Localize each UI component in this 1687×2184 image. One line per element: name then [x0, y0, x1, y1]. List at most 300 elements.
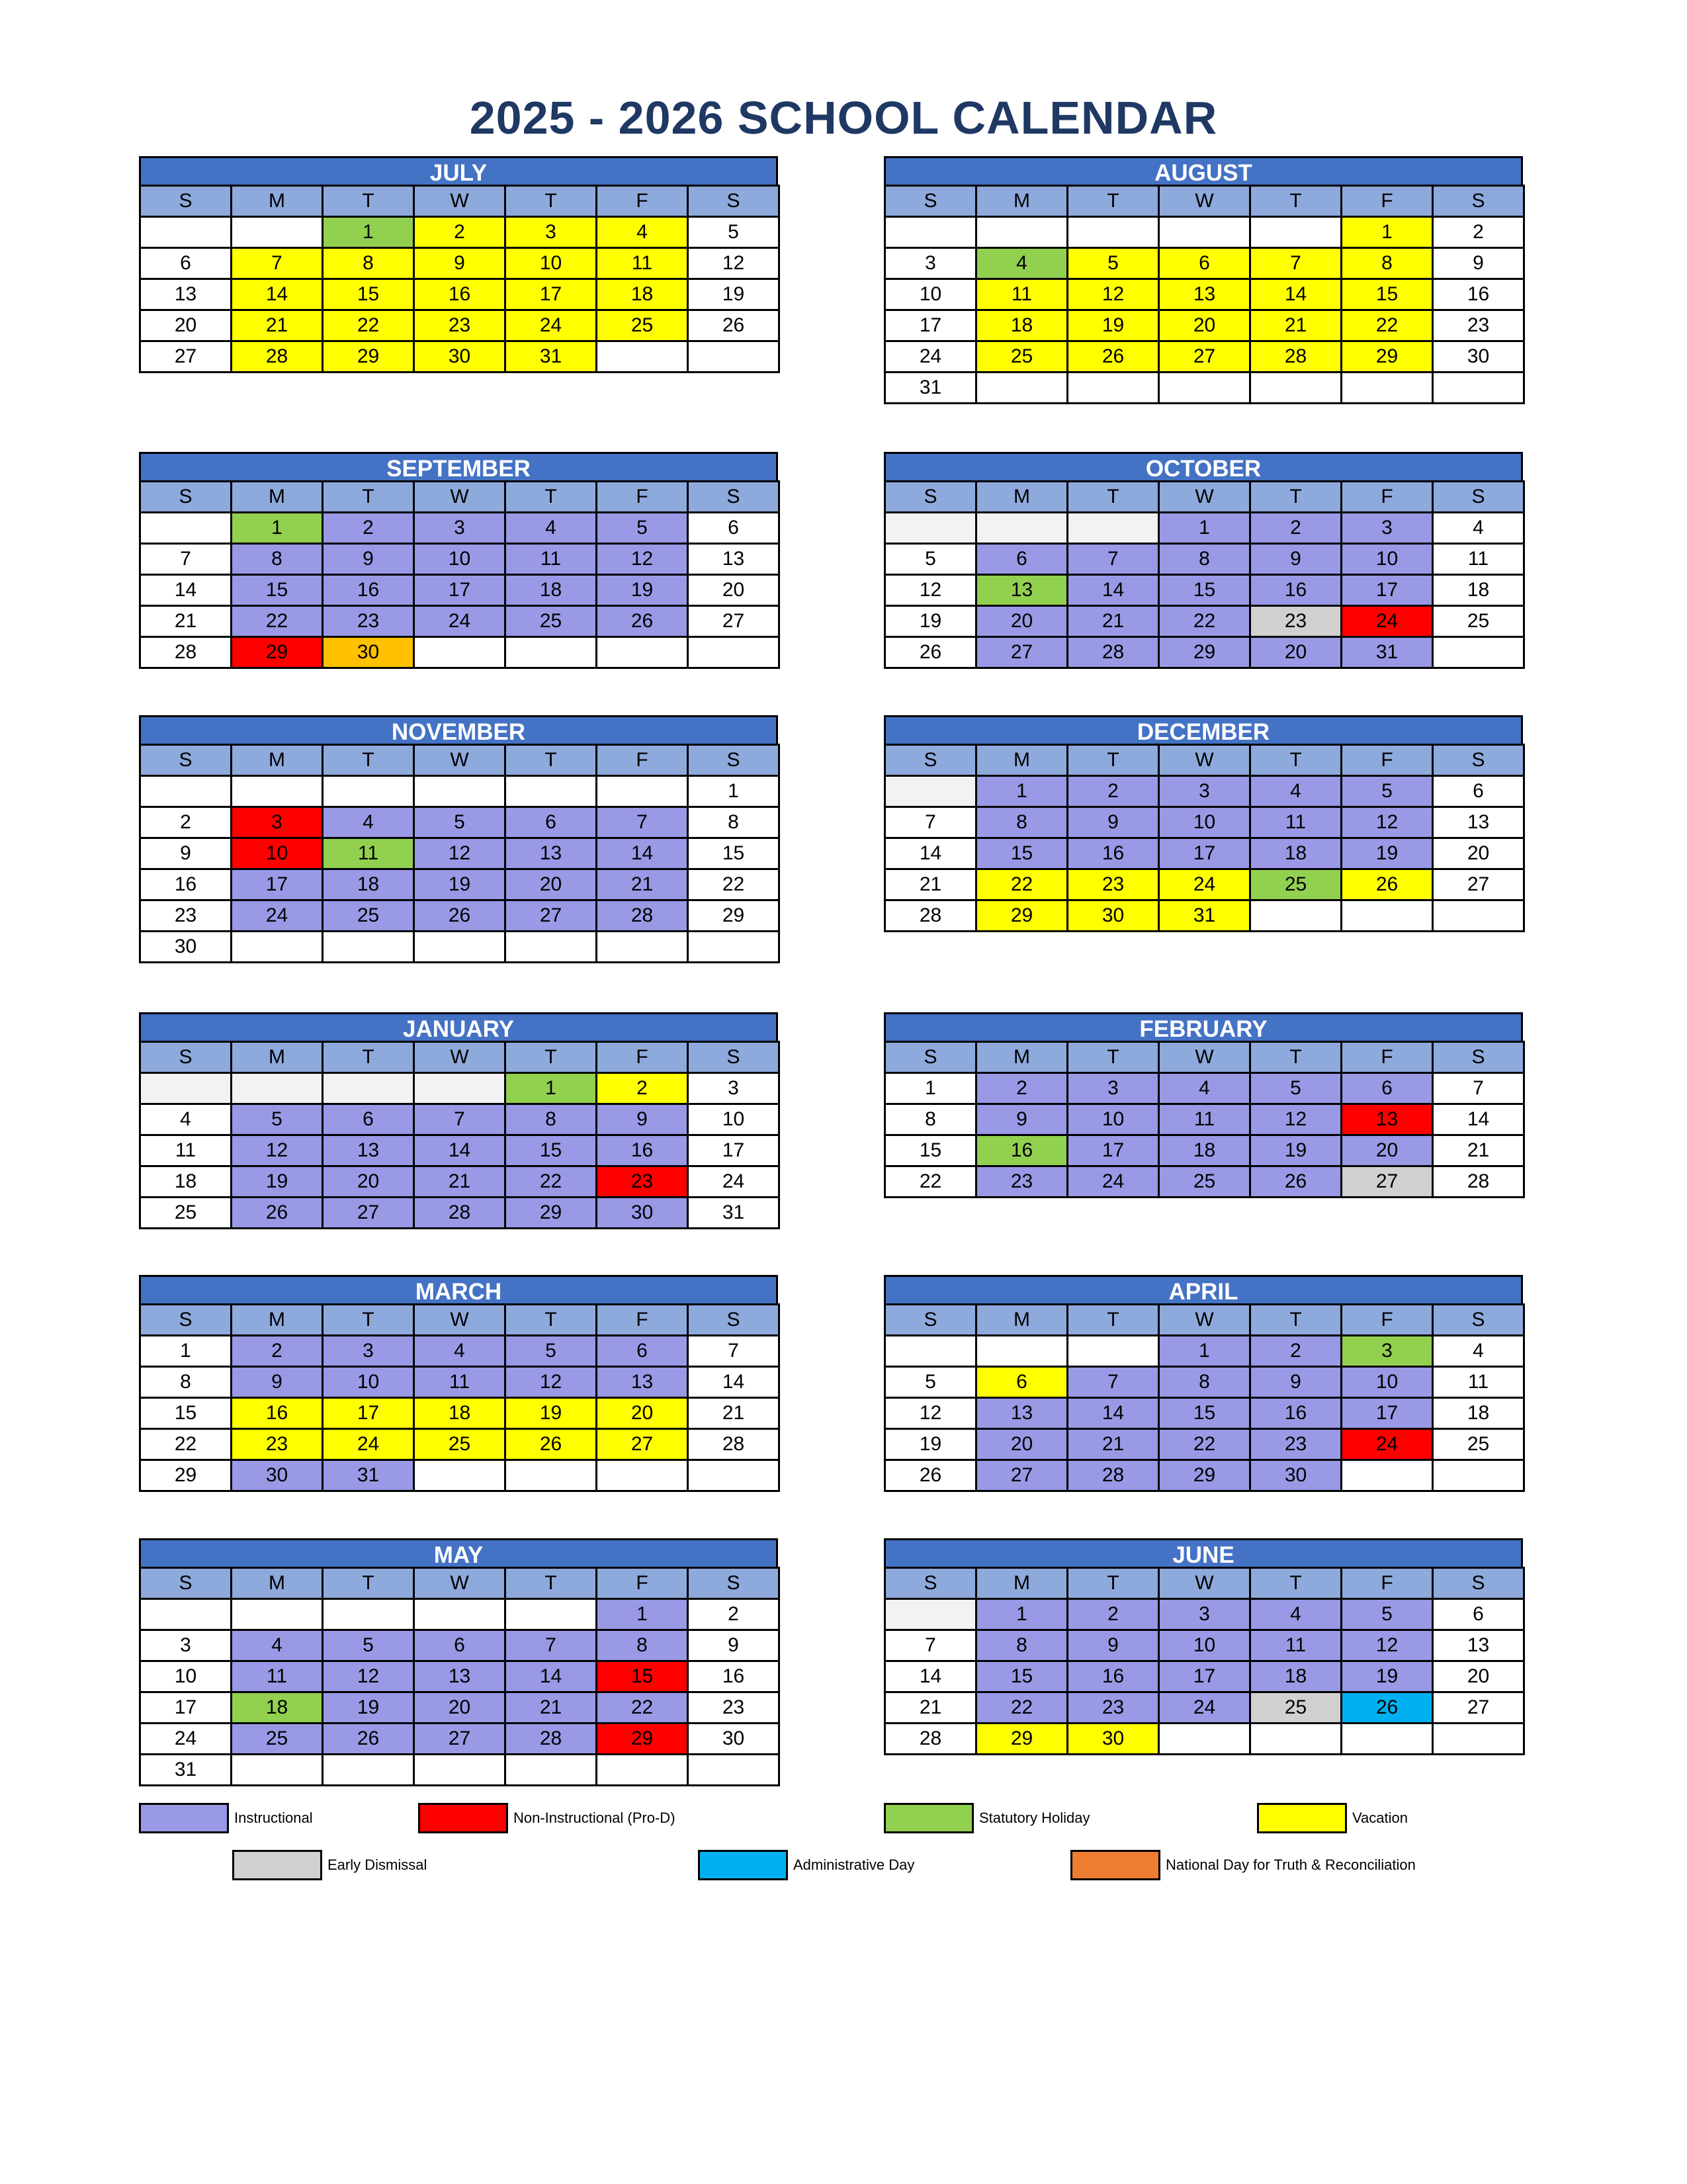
day-cell: 9 — [1250, 544, 1342, 575]
day-cell: 26 — [885, 637, 976, 668]
week-row — [885, 869, 1524, 900]
empty-cell — [976, 217, 1068, 248]
empty-cell — [1159, 372, 1250, 404]
day-cell: 12 — [232, 1135, 323, 1166]
day-cell: 9 — [688, 1630, 779, 1661]
day-cell: 29 — [597, 1724, 688, 1755]
day-cell: 2 — [323, 513, 414, 544]
day-cell: 15 — [1159, 1398, 1250, 1429]
day-cell: 19 — [688, 279, 779, 310]
day-cell: 31 — [885, 372, 976, 404]
day-cell: 1 — [232, 513, 323, 544]
day-cell: 12 — [1068, 279, 1159, 310]
week-row — [885, 217, 1524, 248]
empty-cell — [1068, 1336, 1159, 1367]
day-cell: 6 — [976, 544, 1068, 575]
day-cell: 31 — [140, 1755, 232, 1786]
weekday-label: T — [1250, 482, 1342, 513]
day-cell: 18 — [232, 1692, 323, 1724]
day-cell: 4 — [1159, 1073, 1250, 1104]
month-header: MARCH — [139, 1275, 778, 1305]
day-cell: 8 — [885, 1104, 976, 1135]
week-row — [140, 1630, 779, 1661]
day-cell: 13 — [1433, 1630, 1524, 1661]
weekday-label: S — [688, 1568, 779, 1599]
empty-cell — [414, 1599, 505, 1630]
legend-item-non-instructional — [418, 1801, 675, 1835]
empty-cell — [414, 1460, 505, 1491]
day-cell: 7 — [1250, 248, 1342, 279]
weekday-label: S — [885, 1042, 976, 1073]
empty-cell — [885, 1599, 976, 1630]
weekday-label: S — [140, 186, 232, 217]
day-cell: 5 — [414, 807, 505, 838]
day-cell: 8 — [1159, 1367, 1250, 1398]
day-cell: 2 — [140, 807, 232, 838]
week-row — [885, 1460, 1524, 1491]
weekday-label: F — [597, 186, 688, 217]
day-cell: 6 — [505, 807, 597, 838]
day-cell: 12 — [885, 1398, 976, 1429]
day-cell: 15 — [976, 1661, 1068, 1692]
day-cell: 20 — [140, 310, 232, 341]
weekday-row — [885, 482, 1524, 513]
month-grid — [139, 1303, 780, 1492]
day-cell: 2 — [688, 1599, 779, 1630]
weekday-label: W — [1159, 1042, 1250, 1073]
day-cell: 2 — [232, 1336, 323, 1367]
day-cell: 9 — [1433, 248, 1524, 279]
day-cell: 8 — [597, 1630, 688, 1661]
week-row — [140, 932, 779, 963]
day-cell: 3 — [323, 1336, 414, 1367]
day-cell: 13 — [976, 1398, 1068, 1429]
empty-cell — [140, 217, 232, 248]
day-cell: 27 — [140, 341, 232, 372]
day-cell: 11 — [1250, 807, 1342, 838]
week-row — [140, 1398, 779, 1429]
day-cell: 5 — [323, 1630, 414, 1661]
day-cell: 10 — [688, 1104, 779, 1135]
week-row — [140, 341, 779, 372]
weekday-row — [885, 1568, 1524, 1599]
empty-cell — [505, 932, 597, 963]
month-header: FEBRUARY — [884, 1012, 1523, 1043]
week-row — [885, 1104, 1524, 1135]
empty-cell — [140, 513, 232, 544]
day-cell: 19 — [323, 1692, 414, 1724]
day-cell: 16 — [323, 575, 414, 606]
day-cell: 9 — [414, 248, 505, 279]
day-cell: 25 — [232, 1724, 323, 1755]
day-cell: 24 — [232, 900, 323, 932]
day-cell: 21 — [885, 869, 976, 900]
week-row — [140, 1661, 779, 1692]
day-cell: 25 — [1250, 1692, 1342, 1724]
weekday-label: W — [414, 1568, 505, 1599]
day-cell: 1 — [976, 776, 1068, 807]
legend-label: Statutory Holiday — [979, 1810, 1090, 1826]
day-cell: 27 — [688, 606, 779, 637]
day-cell: 18 — [597, 279, 688, 310]
empty-cell — [232, 217, 323, 248]
day-cell: 23 — [597, 1166, 688, 1198]
weekday-label: S — [688, 1042, 779, 1073]
week-row — [885, 637, 1524, 668]
week-row — [140, 1073, 779, 1104]
month-header: APRIL — [884, 1275, 1523, 1305]
day-cell: 8 — [505, 1104, 597, 1135]
day-cell: 2 — [1068, 776, 1159, 807]
weekday-label: S — [1433, 186, 1524, 217]
empty-cell — [414, 637, 505, 668]
day-cell: 28 — [885, 900, 976, 932]
week-row — [885, 776, 1524, 807]
day-cell: 30 — [688, 1724, 779, 1755]
day-cell: 12 — [505, 1367, 597, 1398]
week-row — [140, 217, 779, 248]
day-cell: 3 — [505, 217, 597, 248]
day-cell: 15 — [885, 1135, 976, 1166]
weekday-label: F — [1342, 1305, 1433, 1336]
empty-cell — [414, 932, 505, 963]
weekday-label: T — [505, 1305, 597, 1336]
day-cell: 4 — [1250, 1599, 1342, 1630]
empty-cell — [323, 1755, 414, 1786]
day-cell: 9 — [140, 838, 232, 869]
week-row — [140, 1198, 779, 1229]
day-cell: 31 — [1342, 637, 1433, 668]
day-cell: 24 — [1068, 1166, 1159, 1198]
day-cell: 22 — [140, 1429, 232, 1460]
empty-cell — [885, 513, 976, 544]
month-grid — [884, 744, 1525, 932]
empty-cell — [1250, 217, 1342, 248]
day-cell: 14 — [885, 838, 976, 869]
day-cell: 28 — [688, 1429, 779, 1460]
day-cell: 21 — [414, 1166, 505, 1198]
empty-cell — [232, 932, 323, 963]
day-cell: 26 — [505, 1429, 597, 1460]
weekday-label: T — [1068, 186, 1159, 217]
empty-cell — [1250, 1724, 1342, 1755]
day-cell: 11 — [597, 248, 688, 279]
day-cell: 4 — [1433, 513, 1524, 544]
week-row — [885, 1692, 1524, 1724]
day-cell: 7 — [597, 807, 688, 838]
day-cell: 23 — [1068, 1692, 1159, 1724]
day-cell: 12 — [885, 575, 976, 606]
weekday-label: T — [1068, 1042, 1159, 1073]
legend-item-vacation — [1257, 1801, 1408, 1835]
day-cell: 21 — [505, 1692, 597, 1724]
month-december — [884, 715, 1525, 932]
day-cell: 24 — [1342, 1429, 1433, 1460]
day-cell: 18 — [1159, 1135, 1250, 1166]
day-cell: 30 — [597, 1198, 688, 1229]
day-cell: 10 — [1159, 807, 1250, 838]
day-cell: 7 — [414, 1104, 505, 1135]
legend-item-administrative-day — [698, 1848, 914, 1882]
day-cell: 24 — [1159, 1692, 1250, 1724]
day-cell: 16 — [1250, 1398, 1342, 1429]
weekday-label: M — [976, 1568, 1068, 1599]
day-cell: 21 — [140, 606, 232, 637]
day-cell: 15 — [505, 1135, 597, 1166]
weekday-label: W — [1159, 186, 1250, 217]
weekday-label: F — [1342, 482, 1433, 513]
day-cell: 21 — [1068, 1429, 1159, 1460]
day-cell: 17 — [232, 869, 323, 900]
day-cell: 30 — [1068, 900, 1159, 932]
day-cell: 20 — [688, 575, 779, 606]
day-cell: 3 — [140, 1630, 232, 1661]
day-cell: 22 — [1159, 1429, 1250, 1460]
weekday-label: S — [885, 186, 976, 217]
day-cell: 17 — [1342, 575, 1433, 606]
day-cell: 20 — [976, 606, 1068, 637]
weekday-label: W — [414, 1305, 505, 1336]
weekday-label: F — [597, 1568, 688, 1599]
day-cell: 26 — [1250, 1166, 1342, 1198]
day-cell: 4 — [1433, 1336, 1524, 1367]
day-cell: 18 — [1250, 1661, 1342, 1692]
day-cell: 19 — [232, 1166, 323, 1198]
day-cell: 1 — [505, 1073, 597, 1104]
month-grid — [139, 480, 780, 669]
day-cell: 10 — [1159, 1630, 1250, 1661]
day-cell: 10 — [1342, 1367, 1433, 1398]
day-cell: 27 — [1342, 1166, 1433, 1198]
week-row — [140, 807, 779, 838]
day-cell: 8 — [688, 807, 779, 838]
day-cell: 30 — [140, 932, 232, 963]
day-cell: 9 — [232, 1367, 323, 1398]
day-cell: 4 — [323, 807, 414, 838]
day-cell: 4 — [597, 217, 688, 248]
weekday-label: S — [1433, 745, 1524, 776]
day-cell: 6 — [1433, 776, 1524, 807]
day-cell: 12 — [323, 1661, 414, 1692]
month-grid — [139, 1041, 780, 1229]
day-cell: 30 — [1250, 1460, 1342, 1491]
day-cell: 1 — [1159, 1336, 1250, 1367]
day-cell: 24 — [323, 1429, 414, 1460]
day-cell: 4 — [1250, 776, 1342, 807]
weekday-label: W — [414, 1042, 505, 1073]
month-header: DECEMBER — [884, 715, 1523, 746]
day-cell: 10 — [1068, 1104, 1159, 1135]
day-cell: 6 — [1433, 1599, 1524, 1630]
day-cell: 13 — [323, 1135, 414, 1166]
day-cell: 26 — [597, 606, 688, 637]
weekday-label: S — [1433, 1042, 1524, 1073]
day-cell: 8 — [976, 1630, 1068, 1661]
day-cell: 23 — [140, 900, 232, 932]
month-may — [139, 1538, 780, 1786]
day-cell: 13 — [1433, 807, 1524, 838]
empty-cell — [414, 776, 505, 807]
day-cell: 5 — [1250, 1073, 1342, 1104]
day-cell: 31 — [688, 1198, 779, 1229]
day-cell: 11 — [232, 1661, 323, 1692]
day-cell: 14 — [597, 838, 688, 869]
day-cell: 23 — [1433, 310, 1524, 341]
day-cell: 14 — [140, 575, 232, 606]
day-cell: 20 — [976, 1429, 1068, 1460]
day-cell: 2 — [1250, 513, 1342, 544]
weekday-row — [140, 482, 779, 513]
empty-cell — [1250, 900, 1342, 932]
week-row — [140, 606, 779, 637]
day-cell: 2 — [1433, 217, 1524, 248]
weekday-label: M — [232, 1568, 323, 1599]
day-cell: 18 — [323, 869, 414, 900]
day-cell: 29 — [232, 637, 323, 668]
weekday-label: T — [1250, 1568, 1342, 1599]
day-cell: 25 — [1433, 1429, 1524, 1460]
week-row — [140, 1166, 779, 1198]
empty-cell — [232, 1599, 323, 1630]
day-cell: 27 — [1159, 341, 1250, 372]
week-row — [140, 1135, 779, 1166]
day-cell: 28 — [597, 900, 688, 932]
weekday-row — [885, 1042, 1524, 1073]
day-cell: 15 — [688, 838, 779, 869]
weekday-label: T — [323, 482, 414, 513]
day-cell: 17 — [140, 1692, 232, 1724]
day-cell: 3 — [1159, 1599, 1250, 1630]
day-cell: 6 — [597, 1336, 688, 1367]
day-cell: 10 — [505, 248, 597, 279]
day-cell: 27 — [1433, 869, 1524, 900]
empty-cell — [1068, 372, 1159, 404]
day-cell: 13 — [976, 575, 1068, 606]
month-february — [884, 1012, 1525, 1198]
day-cell: 20 — [414, 1692, 505, 1724]
day-cell: 1 — [140, 1336, 232, 1367]
day-cell: 17 — [323, 1398, 414, 1429]
day-cell: 25 — [597, 310, 688, 341]
week-row — [885, 341, 1524, 372]
weekday-label: F — [1342, 1568, 1433, 1599]
month-grid — [884, 480, 1525, 669]
day-cell: 14 — [232, 279, 323, 310]
weekday-row — [140, 186, 779, 217]
week-row — [140, 544, 779, 575]
empty-cell — [232, 1073, 323, 1104]
month-header: AUGUST — [884, 156, 1523, 187]
day-cell: 29 — [505, 1198, 597, 1229]
day-cell: 21 — [885, 1692, 976, 1724]
empty-cell — [597, 932, 688, 963]
day-cell: 28 — [1433, 1166, 1524, 1198]
day-cell: 22 — [1159, 606, 1250, 637]
empty-cell — [597, 776, 688, 807]
day-cell: 15 — [976, 838, 1068, 869]
day-cell: 28 — [505, 1724, 597, 1755]
day-cell: 16 — [688, 1661, 779, 1692]
weekday-label: S — [688, 186, 779, 217]
day-cell: 11 — [323, 838, 414, 869]
day-cell: 25 — [1250, 869, 1342, 900]
empty-cell — [1433, 637, 1524, 668]
week-row — [140, 513, 779, 544]
week-row — [140, 900, 779, 932]
day-cell: 31 — [505, 341, 597, 372]
legend-swatch — [232, 1850, 322, 1880]
empty-cell — [505, 776, 597, 807]
day-cell: 11 — [976, 279, 1068, 310]
weekday-label: T — [505, 1042, 597, 1073]
day-cell: 4 — [505, 513, 597, 544]
day-cell: 8 — [140, 1367, 232, 1398]
day-cell: 24 — [414, 606, 505, 637]
day-cell: 3 — [414, 513, 505, 544]
day-cell: 11 — [505, 544, 597, 575]
empty-cell — [976, 513, 1068, 544]
week-row — [140, 637, 779, 668]
day-cell: 14 — [505, 1661, 597, 1692]
day-cell: 25 — [414, 1429, 505, 1460]
weekday-label: S — [1433, 1568, 1524, 1599]
weekday-label: M — [976, 186, 1068, 217]
weekday-label: W — [1159, 745, 1250, 776]
legend-swatch — [418, 1803, 508, 1833]
day-cell: 2 — [597, 1073, 688, 1104]
day-cell: 17 — [885, 310, 976, 341]
weekday-label: T — [1250, 1042, 1342, 1073]
day-cell: 18 — [1433, 1398, 1524, 1429]
day-cell: 14 — [1433, 1104, 1524, 1135]
weekday-label: S — [688, 1305, 779, 1336]
day-cell: 6 — [1342, 1073, 1433, 1104]
day-cell: 6 — [688, 513, 779, 544]
day-cell: 21 — [597, 869, 688, 900]
weekday-label: S — [140, 1305, 232, 1336]
week-row — [140, 1755, 779, 1786]
day-cell: 15 — [1342, 279, 1433, 310]
weekday-label: W — [1159, 482, 1250, 513]
day-cell: 23 — [414, 310, 505, 341]
day-cell: 9 — [323, 544, 414, 575]
weekday-row — [885, 186, 1524, 217]
month-march — [139, 1275, 780, 1492]
day-cell: 7 — [140, 544, 232, 575]
weekday-label: F — [1342, 186, 1433, 217]
week-row — [885, 807, 1524, 838]
week-row — [140, 1336, 779, 1367]
day-cell: 3 — [688, 1073, 779, 1104]
day-cell: 7 — [1068, 544, 1159, 575]
day-cell: 20 — [1433, 1661, 1524, 1692]
day-cell: 18 — [140, 1166, 232, 1198]
day-cell: 3 — [232, 807, 323, 838]
day-cell: 17 — [414, 575, 505, 606]
day-cell: 1 — [885, 1073, 976, 1104]
week-row — [885, 1336, 1524, 1367]
day-cell: 22 — [323, 310, 414, 341]
day-cell: 25 — [976, 341, 1068, 372]
week-row — [140, 869, 779, 900]
day-cell: 4 — [140, 1104, 232, 1135]
week-row — [885, 1724, 1524, 1755]
day-cell: 1 — [976, 1599, 1068, 1630]
day-cell: 5 — [597, 513, 688, 544]
week-row — [885, 1429, 1524, 1460]
day-cell: 26 — [1342, 869, 1433, 900]
day-cell: 10 — [414, 544, 505, 575]
